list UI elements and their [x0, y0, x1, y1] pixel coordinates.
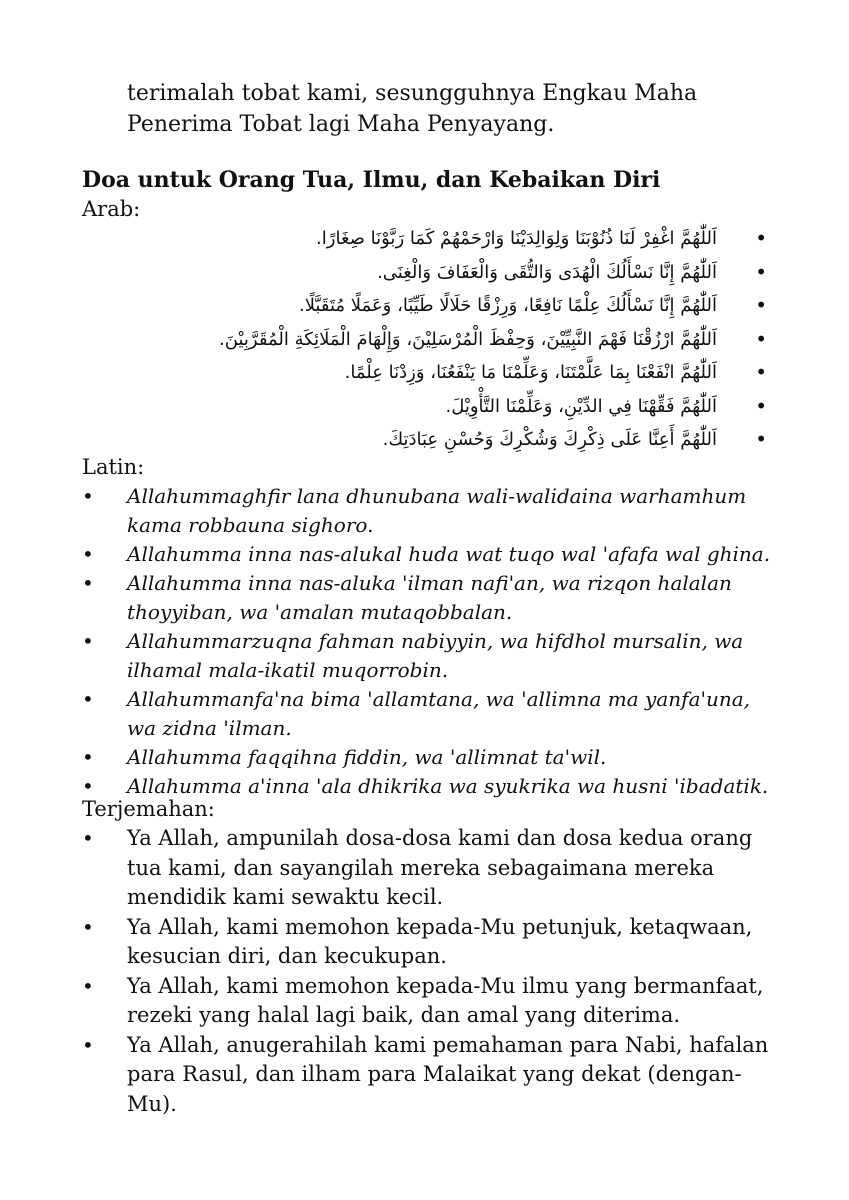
latin-item — [82, 482, 772, 540]
arab-text: اَللّٰهُمَّ انْفَعْنَا بِمَا عَلَّمْتَنَا، وَعَلِّمْنَا مَا يَنْفَعُنَا، وَزِدْنَا عِلْمًا. — [344, 362, 717, 383]
latin-item — [82, 540, 772, 569]
bullet-icon: • — [755, 293, 767, 317]
bullet-icon: • — [82, 484, 94, 508]
bullet-icon: • — [755, 259, 767, 284]
bullet-icon: • — [82, 745, 94, 769]
arab-item — [270, 390, 767, 424]
bullet-icon: • — [755, 393, 767, 418]
terjemahan-text: Ya Allah, kami memohon kepada-Mu petunjuk, ketaqwaan, kesucian diri, dan kecukupan. — [127, 914, 753, 968]
arab-label: Arab: — [82, 197, 141, 221]
arab-item — [270, 222, 767, 256]
latin-item — [82, 743, 772, 772]
bullet-icon: • — [82, 774, 94, 798]
arab-text: اَللّٰهُمَّ فَقِّهْنَا فِي الدِّيْنِ، وَعَلِّمْنَا التَّأْوِيْلَ. — [445, 395, 717, 417]
intro-paragraph: terimalah tobat kami, sesungguhnya Engkau Maha Penerima Tobat lagi Maha Penyayang. — [127, 81, 698, 137]
arab-item — [270, 423, 767, 457]
terjemahan-text: Ya Allah, anugerahilah kami pemahaman para Nabi, hafalan para Rasul, dan ilham para Malaikat yang dekat (dengan-Mu). — [127, 1032, 769, 1116]
bullet-icon: • — [82, 1032, 94, 1057]
section-heading: Doa untuk Orang Tua, Ilmu, dan Kebaikan Diri — [82, 167, 661, 193]
bullet-icon: • — [755, 360, 767, 384]
arab-item — [219, 323, 767, 357]
bullet-icon: • — [82, 914, 94, 939]
arab-item — [270, 289, 767, 323]
arab-text: اَللّٰهُمَّ أَعِنَّا عَلَى ذِكْرِكَ وَشُكْرِكَ وَحُسْنِ عِبَادَتِكَ. — [382, 429, 717, 450]
latin-text: Allahumma a'inna 'ala dhikrika wa syukrika wa husni 'ibadatik. — [127, 774, 769, 798]
latin-text: Allahummaghfir lana dhunubana wali-walidaina warhamhum kama robbauna sighoro. — [127, 484, 747, 537]
latin-text: Allahumma faqqihna fiddin, wa 'allimnat ta'wil. — [127, 745, 607, 769]
bullet-icon: • — [755, 226, 767, 250]
latin-label: Latin: — [82, 455, 145, 479]
arab-list — [219, 222, 767, 457]
latin-text: Allahummanfa'na bima 'allamtana, wa 'allimna ma yanfa'una, wa zidna 'ilman. — [127, 687, 751, 740]
bullet-icon: • — [82, 542, 94, 566]
terjemahan-list — [82, 824, 772, 1119]
bullet-icon: • — [82, 629, 94, 653]
terjemahan-text: Ya Allah, kami memohon kepada-Mu ilmu yang bermanfaat, rezeki yang halal lagi baik, dan amal yang diterima. — [127, 973, 764, 1027]
latin-text: Allahumma inna nas-aluka 'ilman nafi'an, wa rizqon halalan thoyyiban, wa 'amalan mutaqobbalan. — [127, 571, 732, 624]
arab-text: اَللّٰهُمَّ ارْزُقْنَا فَهْمَ النَّبِيِّيْنَ، وَحِفْظَ الْمُرْسَلِيْنَ، وَإِلْهَامَ الْمَلَائِكَةِ الْمُقَرَّبِيْنَ. — [219, 328, 717, 350]
terjemahan-label: Terjemahan: — [82, 797, 215, 821]
latin-text: Allahummarzuqna fahman nabiyyin, wa hifdhol mursalin, wa ilhamal mala-ikatil muqorrobin. — [127, 629, 744, 682]
latin-text: Allahumma inna nas-alukal huda wat tuqo wal 'afafa wal ghina. — [127, 542, 771, 566]
bullet-icon: • — [82, 571, 94, 595]
bullet-icon: • — [82, 973, 94, 998]
arab-text: اَللّٰهُمَّ اغْفِرْ لَنَا ذُنُوْبَنَا وَلِوَالِدَيْنَا وَارْحَمْهُمْ كَمَا رَبَّوْنَا صِغَارًا. — [316, 228, 717, 249]
latin-item — [82, 685, 772, 743]
bullet-icon: • — [755, 427, 767, 451]
latin-item — [82, 569, 772, 627]
bullet-icon: • — [755, 326, 767, 351]
terjemahan-item — [82, 824, 772, 913]
arab-text: اَللّٰهُمَّ إِنَّا نَسْأَلُكَ عِلْمًا نَافِعًا، وَرِزْقًا حَلَالًا طَيِّبًا، وَعَمَلًا مُتَقَبَّلًا. — [298, 295, 717, 316]
bullet-icon: • — [82, 687, 94, 711]
arab-item — [270, 256, 767, 290]
arab-text: اَللّٰهُمَّ إِنَّا نَسْأَلُكَ الْهُدَى وَالتُّقَى وَالْعَفَافَ وَالْغِنَى. — [377, 261, 717, 283]
arab-item — [270, 356, 767, 390]
latin-list — [82, 482, 772, 801]
terjemahan-item — [82, 1031, 772, 1120]
terjemahan-item — [82, 972, 772, 1031]
latin-item — [82, 627, 772, 685]
terjemahan-text: Ya Allah, ampunilah dosa-dosa kami dan dosa kedua orang tua kami, dan sayangilah mereka sebagaimana mereka mendidik kami sewaktu kecil. — [127, 826, 753, 909]
terjemahan-item — [82, 913, 772, 972]
bullet-icon: • — [82, 826, 94, 850]
